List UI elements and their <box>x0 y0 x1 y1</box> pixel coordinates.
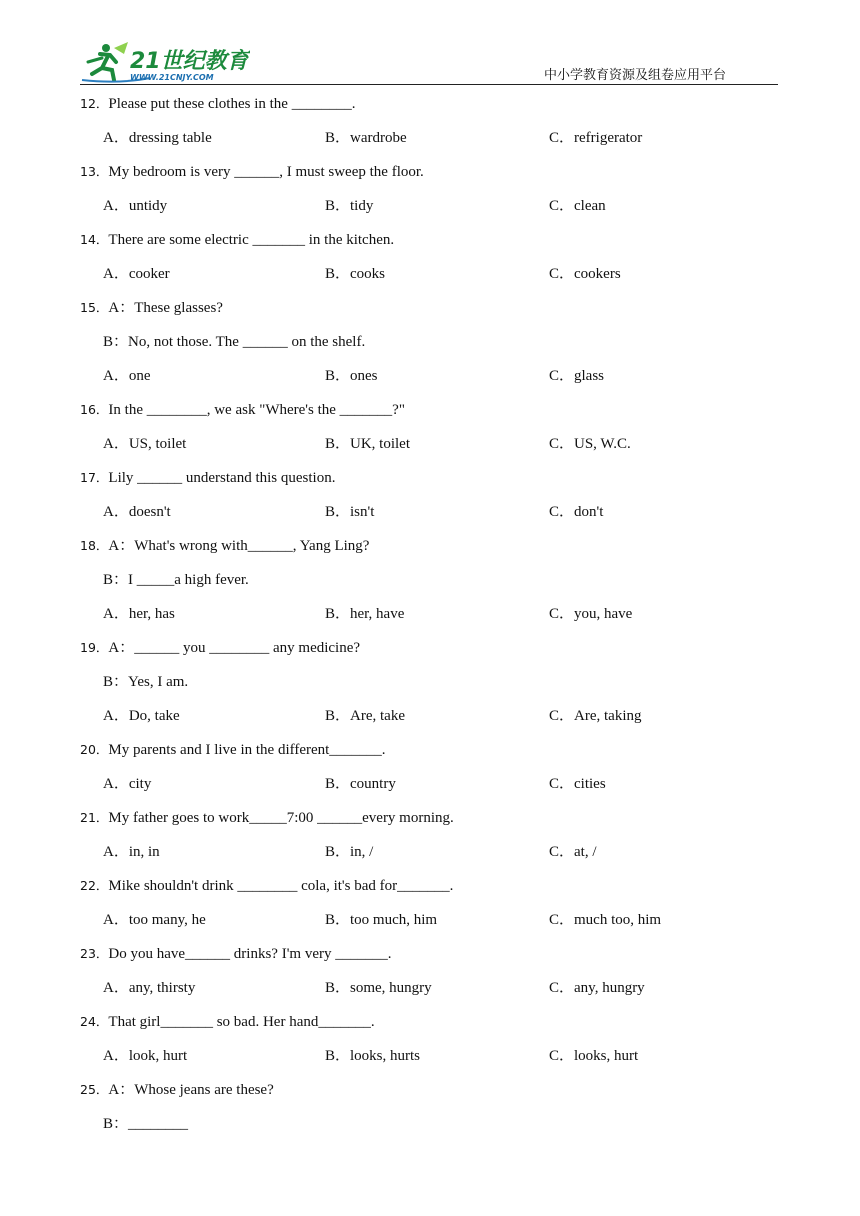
option-a: A．city <box>103 776 152 792</box>
option-a: A．doesn't <box>103 504 171 520</box>
question-stem <box>80 228 780 262</box>
answer-options <box>80 840 780 874</box>
option-a: A．in, in <box>103 844 160 860</box>
option-b: B．her, have <box>325 606 405 622</box>
question-number: 17． <box>80 470 109 485</box>
answer-options <box>80 364 780 398</box>
answer-options <box>80 602 780 636</box>
question-text: A：______ you ________ any medicine? <box>108 640 361 656</box>
option-b: B．in, / <box>325 844 374 860</box>
question-list <box>80 92 780 1146</box>
question-stem <box>80 92 780 126</box>
question-number: 14． <box>80 232 109 247</box>
answer-options <box>80 262 780 296</box>
option-c: C．don't <box>549 504 604 520</box>
question-text: My father goes to work_____7:00 ______every morning. <box>108 810 454 826</box>
logo-title: 21世纪教育 <box>130 49 249 74</box>
option-a: A．any, thirsty <box>103 980 196 996</box>
dialogue-line: B：No, not those. The ______ on the shelf. <box>103 334 366 350</box>
option-a: A．her, has <box>103 606 175 622</box>
question-stem <box>80 636 780 670</box>
dialogue-line: B：I _____a high fever. <box>103 572 249 588</box>
question-number: 15． <box>80 300 109 315</box>
option-a: A．untidy <box>103 198 168 214</box>
question-text: There are some electric _______ in the kitchen. <box>108 232 395 248</box>
logo-url: WWW.21CNJY.COM <box>130 73 214 82</box>
answer-options <box>80 194 780 228</box>
question-stem <box>80 1010 780 1044</box>
option-b: B．looks, hurts <box>325 1048 421 1064</box>
option-a: A．Do, take <box>103 708 180 724</box>
question-stem <box>80 466 780 500</box>
question-stem <box>80 874 780 908</box>
answer-options <box>80 908 780 942</box>
option-c: C．much too, him <box>549 912 662 928</box>
option-b: B．isn't <box>325 504 375 520</box>
option-b: B．some, hungry <box>325 980 432 996</box>
question-number: 18． <box>80 538 109 553</box>
question-text: Please put these clothes in the ________. <box>108 96 356 112</box>
logo <box>80 40 250 84</box>
question-number: 12． <box>80 96 109 111</box>
option-a: A．dressing table <box>103 130 212 146</box>
option-a: A．look, hurt <box>103 1048 188 1064</box>
option-a: A．cooker <box>103 266 170 282</box>
option-b: B．wardrobe <box>325 130 407 146</box>
option-b: B．UK, toilet <box>325 436 410 452</box>
answer-options <box>80 432 780 466</box>
option-b: B．too much, him <box>325 912 438 928</box>
question-number: 16． <box>80 402 109 417</box>
answer-options <box>80 500 780 534</box>
option-b: B．Are, take <box>325 708 405 724</box>
dialogue-line: B：________ <box>103 1116 189 1132</box>
question-text: Lily ______ understand this question. <box>108 470 336 486</box>
page-header <box>80 40 778 86</box>
option-c: C．looks, hurt <box>549 1048 639 1064</box>
answer-options <box>80 126 780 160</box>
option-b: B．cooks <box>325 266 386 282</box>
question-number: 19． <box>80 640 109 655</box>
question-stem <box>80 160 780 194</box>
option-a: A．too many, he <box>103 912 206 928</box>
header-divider <box>80 84 778 85</box>
platform-name: 中小学教育资源及组卷应用平台 <box>543 68 726 83</box>
option-c: C．cookers <box>549 266 621 282</box>
option-c: C．Are, taking <box>549 708 642 724</box>
question-text: A：These glasses? <box>108 300 223 316</box>
question-text: My bedroom is very ______, I must sweep the floor. <box>108 164 424 180</box>
question-stem <box>80 738 780 772</box>
option-b: B．tidy <box>325 198 374 214</box>
question-stem <box>80 1078 780 1112</box>
question-number: 24． <box>80 1014 109 1029</box>
question-number: 22． <box>80 878 109 893</box>
option-c: C．glass <box>549 368 605 384</box>
answer-options <box>80 976 780 1010</box>
question-text: A：Whose jeans are these? <box>108 1082 274 1098</box>
option-c: C．refrigerator <box>549 130 643 146</box>
answer-options <box>80 772 780 806</box>
question-number: 21． <box>80 810 109 825</box>
question-number: 25． <box>80 1082 109 1097</box>
option-a: A．US, toilet <box>103 436 187 452</box>
question-text: Do you have______ drinks? I'm very _______. <box>108 946 392 962</box>
question-number: 23． <box>80 946 109 961</box>
question-text: Mike shouldn't drink ________ cola, it's bad for_______. <box>108 878 454 894</box>
question-stem <box>80 398 780 432</box>
question-stem <box>80 942 780 976</box>
option-c: C．cities <box>549 776 606 792</box>
option-c: C．US, W.C. <box>549 436 631 452</box>
answer-options <box>80 1044 780 1078</box>
question-text: My parents and I live in the different_______. <box>108 742 386 758</box>
option-c: C．clean <box>549 198 606 214</box>
question-text: That girl_______ so bad. Her hand_______. <box>108 1014 375 1030</box>
question-stem <box>80 806 780 840</box>
question-text: In the ________, we ask "Where's the _______?" <box>108 402 405 418</box>
question-stem <box>80 296 780 330</box>
option-b: B．country <box>325 776 396 792</box>
dialogue-line: B：Yes, I am. <box>103 674 189 690</box>
question-text: A：What's wrong with______, Yang Ling? <box>108 538 370 554</box>
answer-options <box>80 704 780 738</box>
question-number: 20． <box>80 742 109 757</box>
option-c: C．at, / <box>549 844 597 860</box>
option-b: B．ones <box>325 368 378 384</box>
option-a: A．one <box>103 368 151 384</box>
question-number: 13． <box>80 164 109 179</box>
option-c: C．any, hungry <box>549 980 645 996</box>
question-stem <box>80 534 780 568</box>
option-c: C．you, have <box>549 606 633 622</box>
